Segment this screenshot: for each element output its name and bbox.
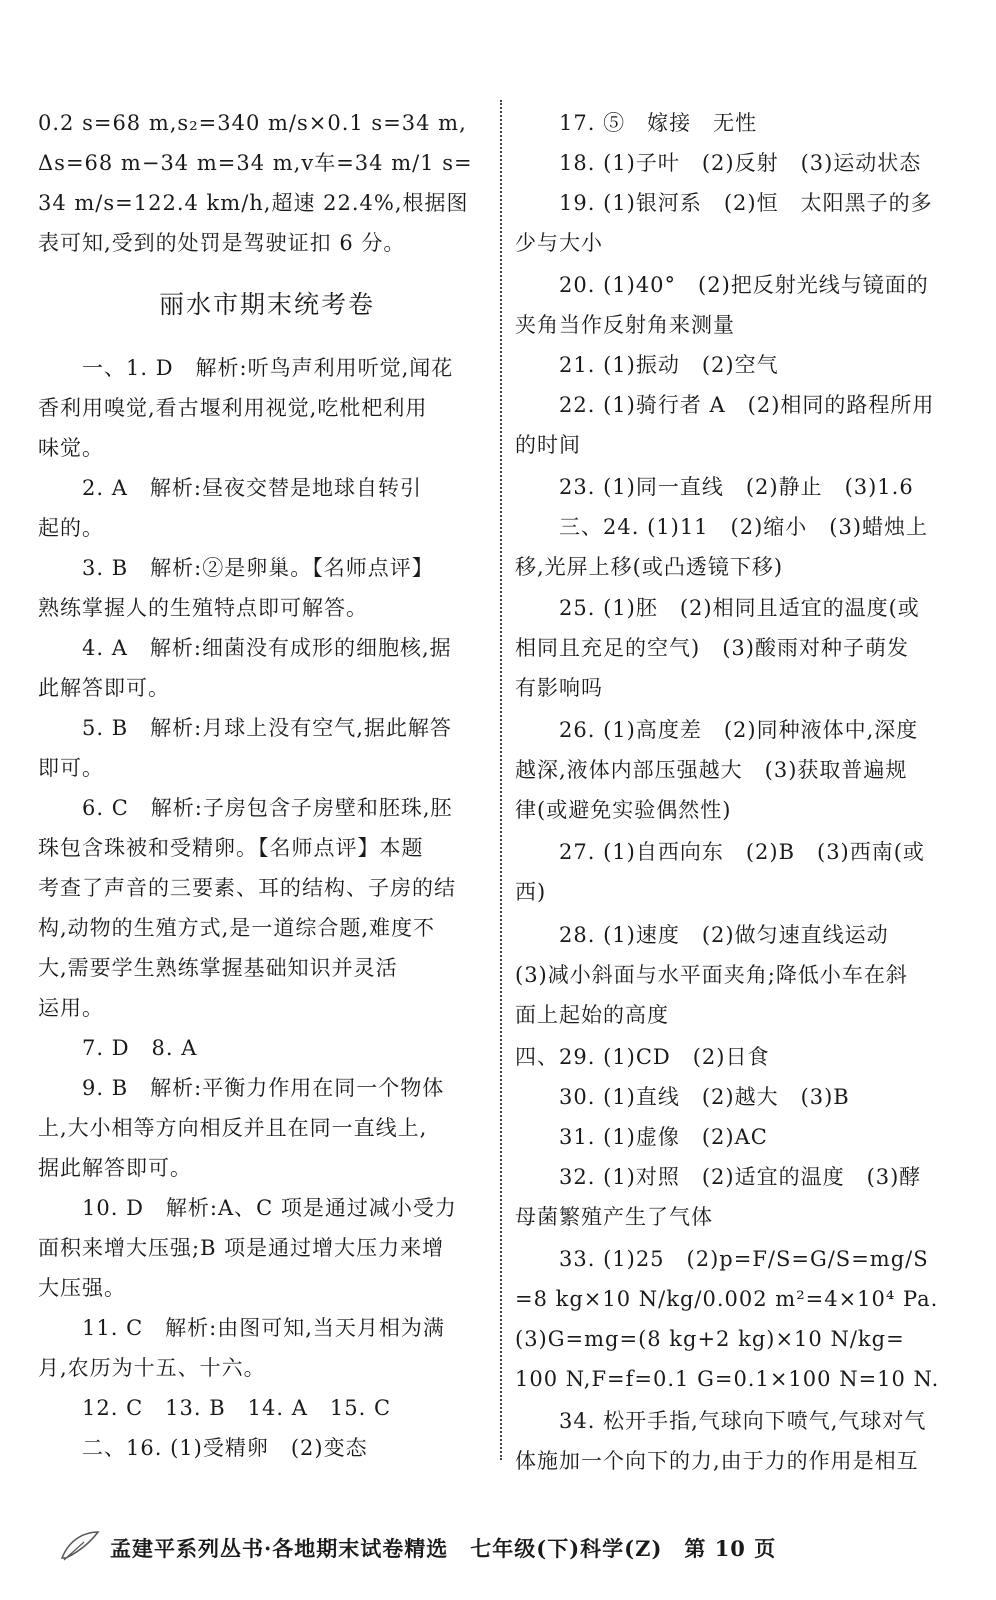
- text-line: =8 kg×10 N/kg/0.002 m²=4×10⁴ Pa.: [515, 1287, 939, 1311]
- text-line: 33. (1)25 (2)p=F/S=G/S=mg/S: [559, 1247, 929, 1271]
- text-line: 23. (1)同一直线 (2)静止 (3)1.6: [559, 475, 914, 499]
- text-line: 100 N,F=f=0.1 G=0.1×100 N=10 N.: [515, 1367, 940, 1391]
- text-line: 越深,液体内部压强越大 (3)获取普遍规: [515, 758, 908, 782]
- text-line: 表可知,受到的处罚是驾驶证扣 6 分。: [38, 231, 406, 255]
- text-line: 32. (1)对照 (2)适宜的温度 (3)酵: [559, 1165, 922, 1189]
- text-line: 17. ⑤ 嫁接 无性: [559, 111, 758, 135]
- text-line: 运用。: [38, 996, 104, 1020]
- text-line: 即可。: [38, 756, 104, 780]
- text-line: 18. (1)子叶 (2)反射 (3)运动状态: [559, 151, 922, 175]
- text-line: (3)减小斜面与水平面夹角;降低小车在斜: [515, 963, 908, 987]
- text-line: 此解答即可。: [38, 676, 170, 700]
- text-line: 构,动物的生殖方式,是一道综合题,难度不: [38, 916, 436, 940]
- text-line: 0.2 s=68 m,s₂=340 m/s×0.1 s=34 m,: [38, 111, 467, 135]
- text-line: 面上起始的高度: [515, 1003, 669, 1027]
- text-line: 30. (1)直线 (2)越大 (3)B: [559, 1085, 850, 1109]
- text-line: 面积来增大压强;B 项是通过增大压力来增: [38, 1236, 445, 1260]
- text-line: 31. (1)虚像 (2)AC: [559, 1125, 768, 1149]
- text-line: 大压强。: [38, 1276, 126, 1300]
- text-line: 大,需要学生熟练掌握基础知识并灵活: [38, 956, 398, 980]
- text-line: 体施加一个向下的力,由于力的作用是相互: [515, 1449, 919, 1473]
- text-line: 9. B 解析:平衡力作用在同一个物体: [82, 1076, 445, 1100]
- text-line: 3. B 解析:②是卵巢。【名师点评】: [82, 556, 434, 580]
- text-line: 西): [515, 880, 547, 904]
- text-line: 三、24. (1)11 (2)缩小 (3)蜡烛上: [559, 515, 929, 539]
- text-line: 26. (1)高度差 (2)同种液体中,深度: [559, 718, 919, 742]
- column-divider: [500, 100, 502, 1460]
- text-line: 律(或避免实验偶然性): [515, 798, 732, 822]
- text-line: 母菌繁殖产生了气体: [515, 1205, 713, 1229]
- text-line: 7. D 8. A: [82, 1036, 198, 1060]
- text-line: 34 m/s=122.4 km/h,超速 22.4%,根据图: [38, 191, 469, 215]
- text-line: 2. A 解析:昼夜交替是地球自转引: [82, 476, 422, 500]
- text-line: 熟练掌握人的生殖特点即可解答。: [38, 596, 368, 620]
- text-line: 夹角当作反射角来测量: [515, 313, 735, 337]
- text-line: 10. D 解析:A、C 项是通过减小受力: [82, 1196, 457, 1220]
- text-line: 34. 松开手指,气球向下喷气,气球对气: [559, 1409, 927, 1433]
- text-line: 香利用嗅觉,看古堰利用视觉,吃枇杷利用: [38, 396, 428, 420]
- text-line: 的时间: [515, 433, 581, 457]
- text-line: 20. (1)40° (2)把反射光线与镜面的: [559, 273, 929, 297]
- text-line: 19. (1)银河系 (2)恒 太阳黑子的多: [559, 191, 933, 215]
- text-line: 据此解答即可。: [38, 1156, 192, 1180]
- text-line: 相同且充足的空气) (3)酸雨对种子萌发: [515, 636, 909, 660]
- text-line: 一、1. D 解析:听鸟声利用听觉,闻花: [82, 356, 454, 380]
- text-line: 味觉。: [38, 436, 104, 460]
- text-line: 四、29. (1)CD (2)日食: [515, 1045, 770, 1069]
- text-line: 21. (1)振动 (2)空气: [559, 353, 779, 377]
- text-line: 起的。: [38, 516, 104, 540]
- text-line: 少与大小: [515, 231, 603, 255]
- text-line: 珠包含珠被和受精卵。【名师点评】本题: [38, 836, 424, 860]
- page-footer: 孟建平系列丛书·各地期末试卷精选 七年级(下)科学(Z) 第 10 页: [110, 1536, 777, 1561]
- text-line: 22. (1)骑行者 A (2)相同的路程所用: [559, 393, 935, 417]
- text-line: 二、16. (1)受精卵 (2)变态: [82, 1436, 368, 1460]
- text-line: 5. B 解析:月球上没有空气,据此解答: [82, 716, 452, 740]
- text-line: 移,光屏上移(或凸透镜下移): [515, 555, 784, 579]
- text-line: 上,大小相等方向相反并且在同一直线上,: [38, 1116, 428, 1140]
- text-line: 12. C 13. B 14. A 15. C: [82, 1396, 392, 1420]
- text-line: 月,农历为十五、十六。: [38, 1356, 266, 1380]
- text-line: 有影响吗: [515, 676, 603, 700]
- text-line: 27. (1)自西向东 (2)B (3)西南(或: [559, 840, 925, 864]
- text-line: 28. (1)速度 (2)做匀速直线运动: [559, 923, 889, 947]
- text-line: 考查了声音的三要素、耳的结构、子房的结: [38, 876, 456, 900]
- text-line: 6. C 解析:子房包含子房壁和胚珠,胚: [82, 796, 453, 820]
- text-line: Δs=68 m−34 m=34 m,v车=34 m/1 s=: [38, 151, 473, 175]
- text-line: (3)G=mg=(8 kg+2 kg)×10 N/kg=: [515, 1327, 905, 1351]
- feather-logo-icon: [58, 1528, 102, 1564]
- text-line: 4. A 解析:细菌没有成形的细胞核,据: [82, 636, 452, 660]
- text-line: 25. (1)胚 (2)相同且适宜的温度(或: [559, 596, 920, 620]
- section-heading: 丽水市期末统考卷: [158, 290, 375, 319]
- text-line: 11. C 解析:由图可知,当天月相为满: [82, 1316, 445, 1340]
